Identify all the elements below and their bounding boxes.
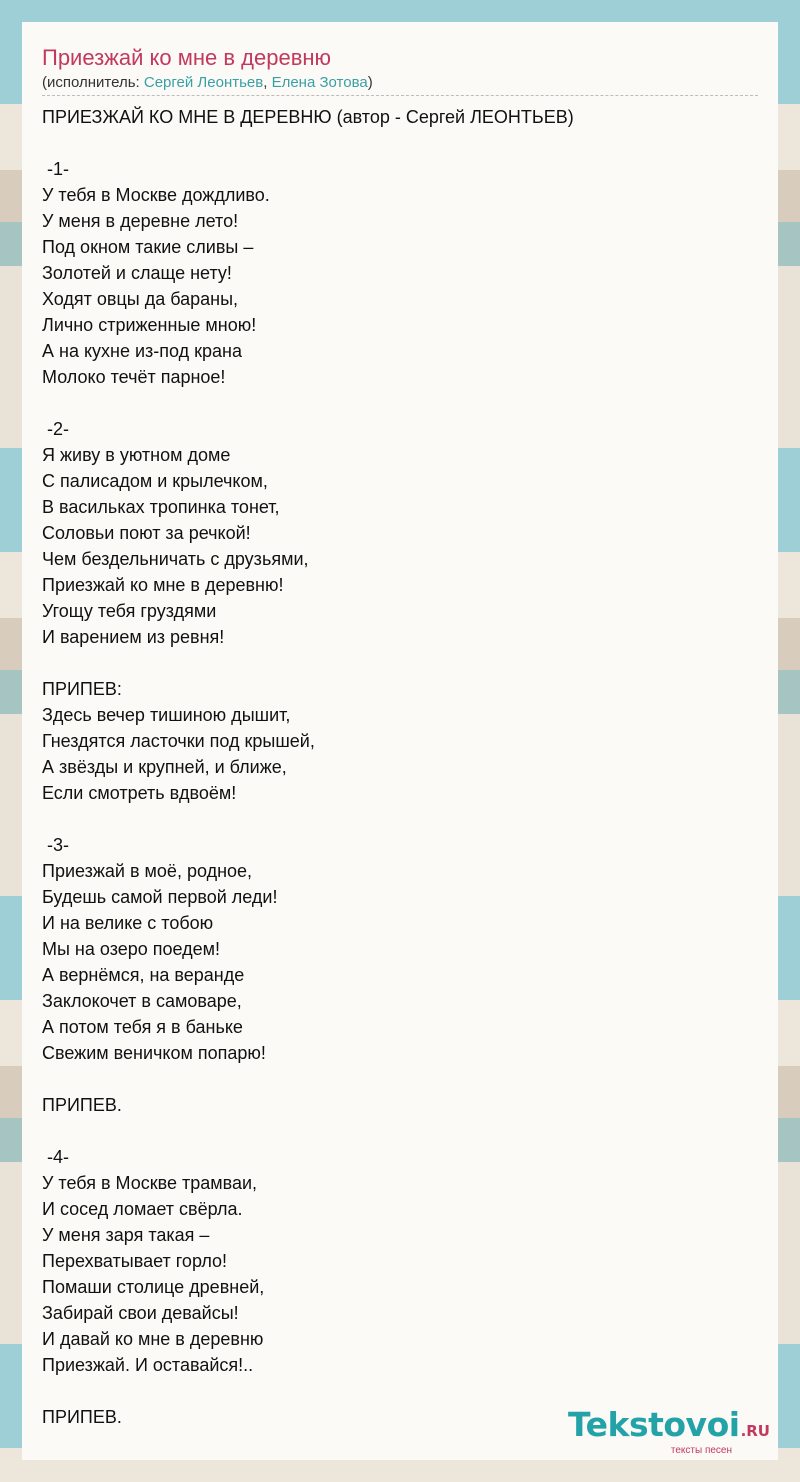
- lyric-line: Помаши столице древней,: [42, 1277, 265, 1297]
- lyric-line: А звёзды и крупней, и ближе,: [42, 757, 287, 777]
- lyric-line: У тебя в Москве трамваи,: [42, 1173, 258, 1193]
- performer-line: [42, 73, 373, 93]
- lyric-line: Приезжай ко мне в деревню!: [42, 575, 284, 595]
- lyric-line: Приезжай в моё, родное,: [42, 861, 253, 881]
- lyric-line: Заклокочет в самоваре,: [42, 991, 242, 1011]
- lyric-line: ПРИПЕВ.: [42, 1407, 122, 1427]
- lyric-line: Свежим веничком попарю!: [42, 1043, 266, 1063]
- performer-link-2[interactable]: Елена Зотова: [271, 74, 368, 91]
- lyric-line: Чем бездельничать с друзьями,: [42, 549, 309, 569]
- performer-prefix: (исполнитель:: [42, 74, 144, 91]
- lyric-line: У тебя в Москве дождливо.: [42, 185, 270, 205]
- logo-domain: .RU: [740, 1422, 770, 1440]
- title-divider: [42, 95, 758, 96]
- lyric-line: Мы на озеро поедем!: [42, 939, 221, 959]
- lyric-line: А на кухне из-под крана: [42, 341, 243, 361]
- lyric-line: Приезжай. И оставайся!..: [42, 1355, 254, 1375]
- lyric-line: И на велике с тобою: [42, 913, 214, 933]
- lyric-line: -1-: [42, 159, 69, 179]
- lyric-line: И сосед ломает свёрла.: [42, 1199, 243, 1219]
- lyric-line: Перехватывает горло!: [42, 1251, 228, 1271]
- lyric-line: Я живу в уютном доме: [42, 445, 231, 465]
- lyric-line: -4-: [42, 1147, 69, 1167]
- lyric-line: [42, 650, 742, 676]
- lyrics-text: [42, 104, 742, 1430]
- lyric-line: Угощу тебя груздями: [42, 601, 217, 621]
- lyric-line: У меня в деревне лето!: [42, 211, 239, 231]
- lyric-line: И варением из ревня!: [42, 627, 225, 647]
- lyric-line: [42, 1118, 742, 1144]
- lyric-line: Если смотреть вдвоём!: [42, 783, 237, 803]
- lyric-line: И давай ко мне в деревню: [42, 1329, 264, 1349]
- performer-link-1[interactable]: Сергей Леонтьев: [143, 74, 264, 91]
- lyrics-card: [22, 22, 778, 1460]
- lyric-line: Здесь вечер тишиною дышит,: [42, 705, 291, 725]
- lyric-line: У меня заря такая –: [42, 1225, 210, 1245]
- lyric-line: Забирай свои девайсы!: [42, 1303, 239, 1323]
- lyric-line: -2-: [42, 419, 69, 439]
- performer-separator: ,: [263, 74, 272, 91]
- lyric-line: С палисадом и крылечком,: [42, 471, 268, 491]
- logo-name: Tekstovoi: [568, 1405, 740, 1444]
- lyric-line: ПРИПЕВ.: [42, 1095, 122, 1115]
- lyric-line: ПРИПЕВ:: [42, 679, 122, 699]
- lyric-line: А потом тебя я в баньке: [42, 1017, 243, 1037]
- lyric-line: Будешь самой первой леди!: [42, 887, 278, 907]
- lyric-line: А вернёмся, на веранде: [42, 965, 245, 985]
- lyric-line: Лично стриженные мною!: [42, 315, 257, 335]
- lyric-line: ПРИЕЗЖАЙ КО МНЕ В ДЕРЕВНЮ (автор - Сергей ЛЕОНТЬЕВ): [42, 107, 574, 127]
- lyric-line: Золотей и слаще нету!: [42, 263, 232, 283]
- lyric-line: [42, 1378, 742, 1404]
- lyric-line: -3-: [42, 835, 69, 855]
- song-title: Приезжай ко мне в деревню: [42, 45, 332, 70]
- lyric-line: В васильках тропинка тонет,: [42, 497, 280, 517]
- lyric-line: Под окном такие сливы –: [42, 237, 254, 257]
- lyric-line: Молоко течёт парное!: [42, 367, 226, 387]
- lyric-line: Ходят овцы да бараны,: [42, 289, 239, 309]
- lyric-line: [42, 390, 742, 416]
- lyric-line: Гнездятся ласточки под крышей,: [42, 731, 315, 751]
- lyric-line: [42, 806, 742, 832]
- lyric-line: [42, 130, 742, 156]
- lyric-line: Соловьи поют за речкой!: [42, 523, 251, 543]
- site-logo[interactable]: [568, 1407, 770, 1456]
- logo-tagline: тексты песен: [670, 1445, 732, 1456]
- lyric-line: [42, 1066, 742, 1092]
- performer-suffix: ): [367, 74, 373, 91]
